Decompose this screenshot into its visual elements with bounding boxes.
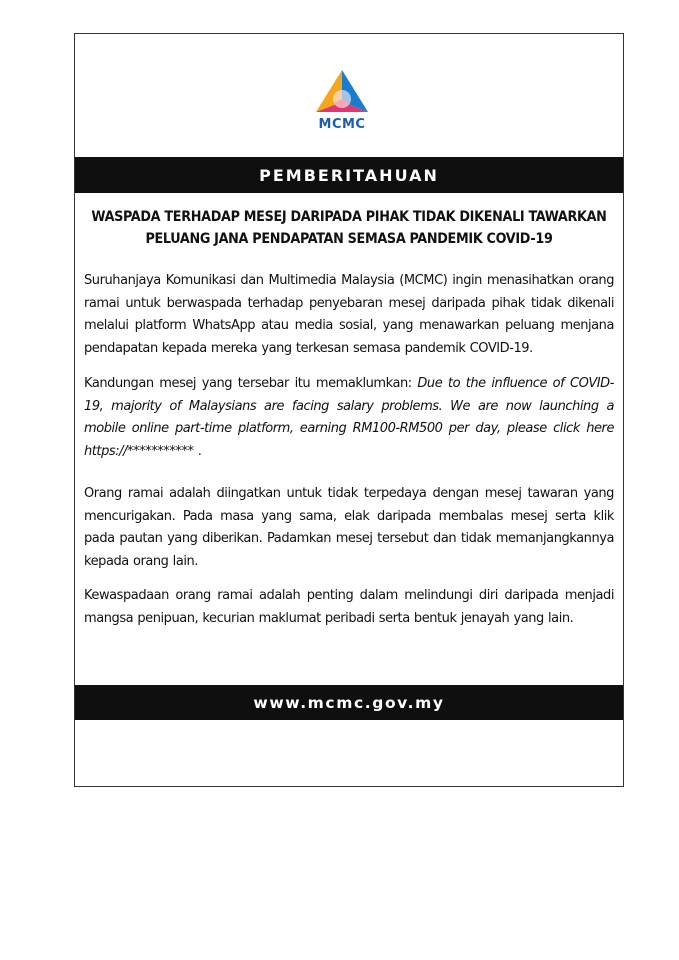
paragraph-4: Kewaspadaan orang ramai adalah penting dalam melindungi diri daripada menjadi mangsa penipuan, kecurian maklumat peribadi serta bentuk jenayah yang lain. (84, 588, 614, 626)
footer-bar (75, 685, 623, 720)
scam-message-quote: Due to the influence of COVID-19, majority of Malaysians are facing salary problems. We are now launching a mobile online part-time platform, earning RM100-RM500 per day, please click here https://*********** (84, 376, 614, 459)
website-link[interactable]: www.mcmc.gov.my (253, 693, 445, 712)
paragraph-1: Suruhanjaya Komunikasi dan Multimedia Malaysia (MCMC) ingin menasihatkan orang ramai untuk berwaspada terhadap penyebaran mesej daripada pihak tidak dikenali melalui platform WhatsApp atau media sosial, yang menawarkan peluang menjana pendapatan kepada mereka yang terkesan semasa pandemik COVID-19. (84, 273, 614, 356)
mcmc-logo (302, 68, 382, 132)
paragraph-3: Orang ramai adalah diingatkan untuk tidak terpedaya dengan mesej tawaran yang mencurigakan. Pada masa yang sama, elak daripada membalas mesej serta klik pada pautan yang diberikan. Padamkan mesej tersebut dan tidak memanjangkannya kepada orang lain. (84, 486, 614, 569)
notice-title: PEMBERITAHUAN (259, 165, 439, 185)
headline-line-1: WASPADA TERHADAP MESEJ DARIPADA PIHAK TIDAK DIKENALI TAWARKAN (91, 209, 607, 225)
paragraph-2-intro: Kandungan mesej yang tersebar itu memaklumkan: (84, 376, 418, 391)
paragraph-2-end: . (193, 443, 202, 459)
svg-text:MCMC: MCMC (318, 117, 366, 132)
paragraph-2 (84, 373, 614, 463)
headline-line-2: PELUANG JANA PENDAPATAN SEMASA PANDEMIK COVID-19 (145, 231, 553, 247)
header-bar (75, 157, 623, 193)
headline (85, 206, 613, 250)
notice-frame (74, 33, 624, 787)
